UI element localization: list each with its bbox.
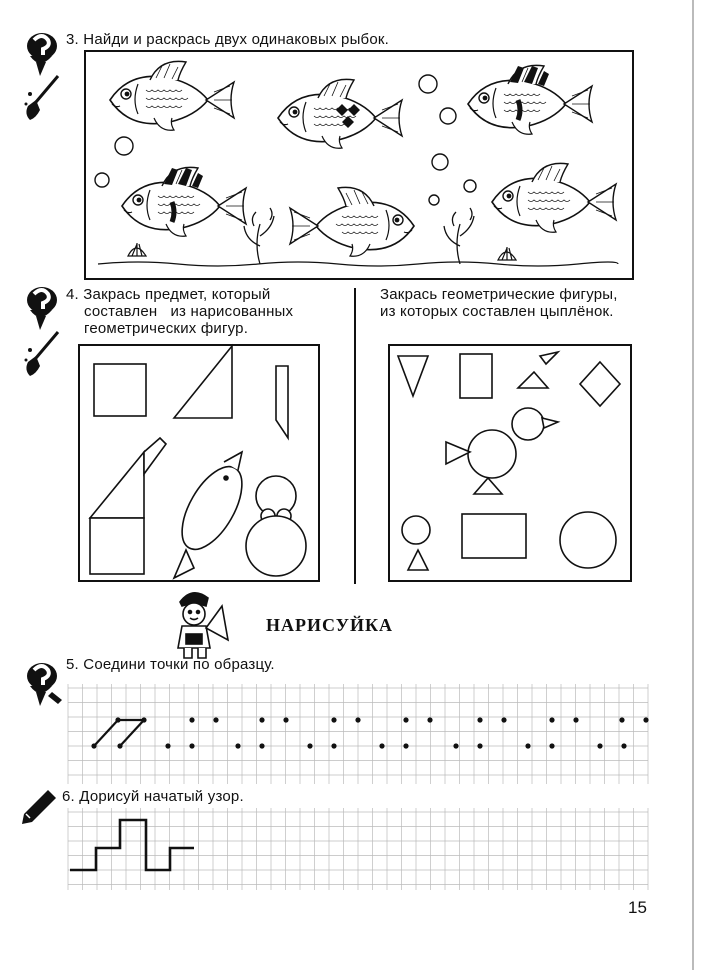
- sea-floor: [98, 262, 618, 266]
- fish-5: [290, 187, 414, 256]
- fish-3: [468, 65, 592, 134]
- dot: [189, 717, 194, 722]
- shape-trapezoid: [276, 366, 288, 438]
- fish-2: [278, 79, 402, 148]
- task4-number: 4.: [66, 286, 79, 303]
- shape-triangle: [174, 346, 232, 418]
- task6-instruction: Дорисуй начатый узор.: [79, 788, 244, 805]
- dot: [189, 743, 194, 748]
- fish-6: [492, 163, 616, 232]
- dot: [235, 743, 240, 748]
- shape-wide-rectangle: [462, 514, 526, 558]
- task3-instruction: Найди и раскрась двух одинаковых рыбок.: [83, 31, 390, 48]
- object-snowman: [246, 476, 306, 576]
- task4a-line-3: геометрических фигур.: [84, 320, 249, 337]
- dot: [597, 743, 602, 748]
- page-edge-line: [692, 0, 694, 970]
- dot: [213, 717, 218, 722]
- dot: [91, 743, 96, 748]
- dot: [331, 717, 336, 722]
- dot: [619, 717, 624, 722]
- paintbrush-icon: [22, 74, 62, 122]
- object-chick: [446, 408, 558, 494]
- dot: [117, 743, 122, 748]
- task3-text: [66, 31, 389, 48]
- dot: [621, 743, 626, 748]
- dot: [643, 717, 648, 722]
- dot: [525, 743, 530, 748]
- shape-inverted-triangle: [398, 356, 428, 396]
- dot: [501, 717, 506, 722]
- dot: [259, 743, 264, 748]
- task4b-text: [380, 286, 618, 320]
- task5-text: [66, 656, 275, 673]
- dot: [283, 717, 288, 722]
- shape-square: [94, 364, 146, 416]
- shapes-picture-right[interactable]: [388, 344, 632, 582]
- dot: [549, 743, 554, 748]
- dot: [331, 743, 336, 748]
- shape-rectangle: [460, 354, 492, 398]
- task4b-line-2: из которых составлен цыплёнок.: [380, 303, 614, 320]
- shape-big-circle: [560, 512, 616, 568]
- fish-1: [110, 61, 234, 130]
- dot-grid[interactable]: [68, 684, 648, 784]
- object-chimney: [144, 438, 166, 474]
- dot: [403, 717, 408, 722]
- question-head-icon: [22, 282, 64, 332]
- page-number: 15: [628, 898, 647, 917]
- pattern-grid[interactable]: [68, 808, 648, 890]
- dot: [477, 717, 482, 722]
- sample-line: [94, 720, 118, 746]
- object-triangle: [90, 452, 144, 518]
- dot: [453, 743, 458, 748]
- task6-text: [62, 788, 244, 805]
- object-fish: [170, 452, 254, 578]
- shape-small-circle: [402, 516, 430, 544]
- dot: [115, 717, 120, 722]
- dot: [573, 717, 578, 722]
- dot: [379, 743, 384, 748]
- task5-instruction: Соедини точки по образцу.: [83, 656, 275, 673]
- task4a-text: [66, 286, 293, 337]
- dot: [427, 717, 432, 722]
- paintbrush-icon: [22, 330, 62, 378]
- task4b-line-1: Закрась геометрические фигуры,: [380, 286, 618, 303]
- object-base: [90, 518, 144, 574]
- fish-aquarium[interactable]: [84, 50, 634, 280]
- dot: [141, 717, 146, 722]
- dot: [165, 743, 170, 748]
- pencil-icon: [18, 786, 58, 826]
- dot: [477, 743, 482, 748]
- pattern-start: [70, 820, 194, 870]
- section-title: НАРИСУЙКА: [266, 615, 394, 635]
- shape-rhombus: [580, 362, 620, 406]
- task6-number: 6.: [62, 788, 75, 805]
- task4a-line-2: составлен из нарисованных: [84, 303, 294, 320]
- question-head-icon: [22, 658, 64, 708]
- fish-4: [122, 167, 246, 236]
- task5-number: 5.: [66, 656, 79, 673]
- dot: [403, 743, 408, 748]
- dot: [259, 717, 264, 722]
- shape-tiny-triangle: [408, 550, 428, 570]
- shape-small-triangle-1: [540, 352, 558, 364]
- dot: [549, 717, 554, 722]
- column-divider: [354, 288, 356, 584]
- task3-number: 3.: [66, 31, 79, 48]
- dot: [307, 743, 312, 748]
- question-head-icon: [22, 28, 64, 78]
- task4a-line-1: 4. Закрась предмет, который: [66, 286, 271, 303]
- boy-mascot-icon: [166, 590, 230, 660]
- dot: [355, 717, 360, 722]
- shapes-picture-left[interactable]: [78, 344, 320, 582]
- shape-small-triangle-2: [518, 372, 548, 388]
